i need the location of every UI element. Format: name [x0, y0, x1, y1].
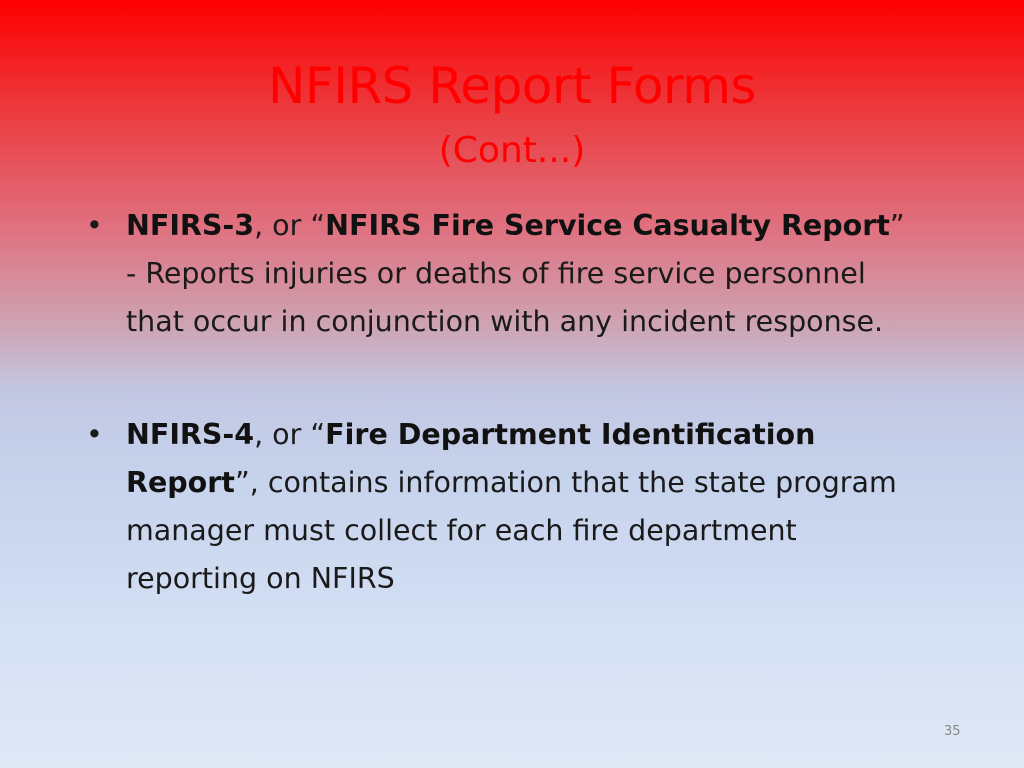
bullet-icon: • [86, 418, 103, 451]
form-code: NFIRS-3 [126, 209, 255, 242]
slide-subtitle: (Cont...) [438, 130, 586, 171]
close-quote: ” [889, 209, 905, 242]
connector-text: , or “ [254, 418, 326, 451]
form-name: NFIRS Fire Service Casualty Report [325, 209, 890, 242]
bullet-list [86, 202, 986, 603]
close-quote: ” [234, 466, 250, 499]
page-number: 35 [944, 724, 961, 739]
form-name: Fire Department Identification Report [126, 418, 816, 499]
slide-title: NFIRS Report Forms [268, 57, 756, 115]
bullet-item-nfirs-3 [86, 202, 926, 346]
bullet-icon: • [86, 209, 103, 242]
bullet-item-nfirs-4 [86, 411, 926, 603]
form-code: NFIRS-4 [126, 418, 255, 451]
form-description: - Reports injuries or deaths of fire service personnel that occur in conjunction with any incident response. [126, 257, 884, 338]
connector-text: , or “ [254, 209, 326, 242]
form-description: , contains information that the state program manager must collect for each fire department reporting on NFIRS [126, 466, 897, 595]
